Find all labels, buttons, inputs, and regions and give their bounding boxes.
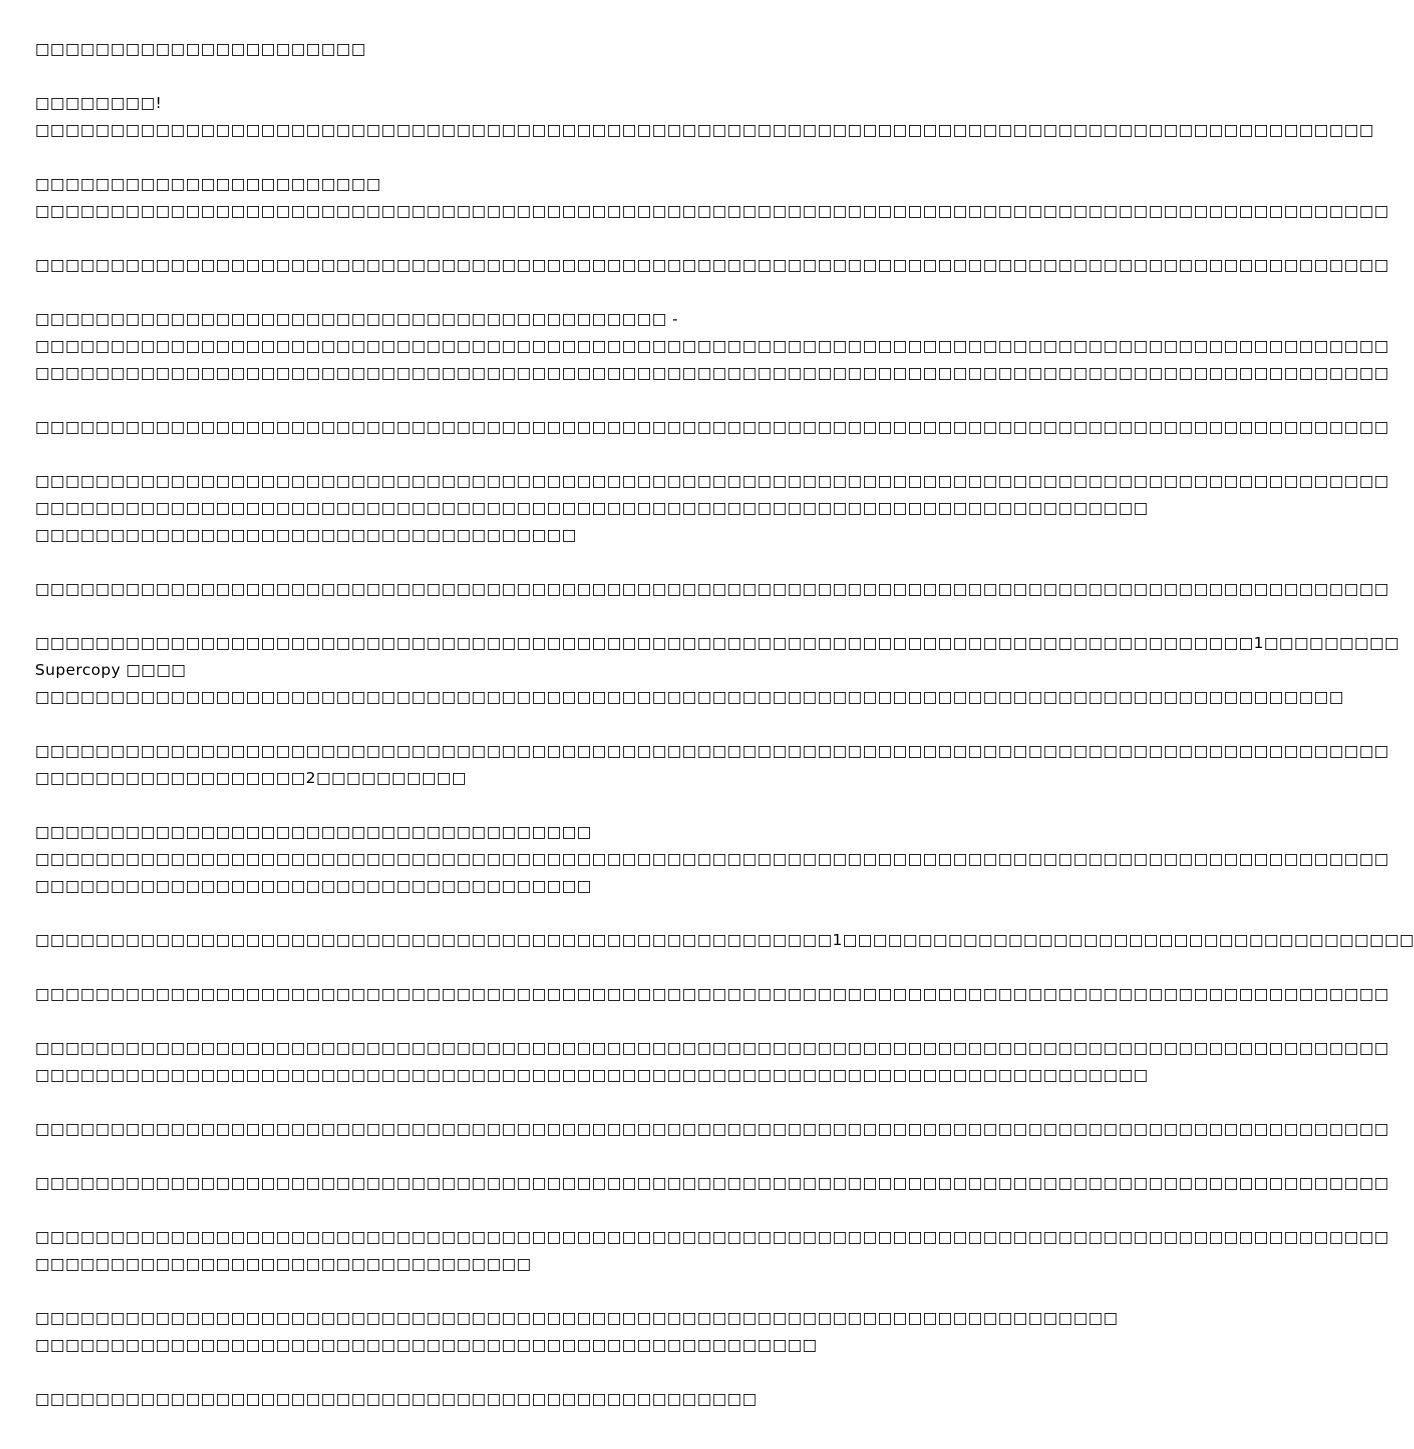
paragraph bbox=[35, 414, 1390, 441]
paragraph-line: □□□□□□□□□□□□□□□□□□□□□□□□□□□□□□□□□□□□□□□□□□□□□□□□□□□□□□□□□□□□□□□□□□□□□□□□□□ bbox=[35, 1066, 1149, 1084]
paragraph-line: □□□□□□□□□□□□□□□□□□□□□□□□□□□□□□□□□□□□□□□□□□□□□□□□□□□□□□□□□□□□□□□□□□□□□□□□□□□□□□□□□□□□□□□□□□ bbox=[35, 1228, 1390, 1246]
paragraph-line: □□□□□□□□□□□□□□□□□□□□□□□□□□□□□□□□□□□□□□□□□□□□□□□□□□□□□□□□□□□□□□□□□□□□□□□□□□ bbox=[35, 499, 1149, 517]
paragraph-line: □□□□□□□□□□□□□□□□□□□□□□□□□□□□□□□□□□□□□□□□□□□□□□□□□□□□□□□□□□□□□□□□□□□□□□□□□□□□□□□□□□□□□□□□□□ bbox=[35, 1120, 1390, 1138]
paragraph-line: Supercopy □□□□ bbox=[35, 661, 187, 679]
document-body bbox=[35, 36, 1414, 1413]
paragraph bbox=[35, 306, 1390, 387]
paragraph bbox=[35, 1170, 1390, 1197]
paragraph bbox=[35, 468, 1390, 549]
paragraph-line: □□□□□□□□□□□□□□□□□□□□□□□□□□□□□□□□□□□□□□□□□□□□□□□□□□□□□□□□□□□□□□□□□□□□□□□□□□□□□□□□□□□□□□□□□□ bbox=[35, 1039, 1390, 1057]
paragraph-line: □□□□□□□□□□□□□□□□□□□□□□□□□□□□□□□□□□□□□□□□□□□□□□□□□□□□ bbox=[35, 1336, 818, 1354]
paragraph bbox=[35, 981, 1390, 1008]
paragraph-line: □□□□□□□□□□□□□□□□□□□□□□□□□□□□□□□□□□□□□□□□□□□□□□□□ bbox=[35, 1390, 758, 1408]
paragraph bbox=[35, 1305, 1119, 1359]
paragraph bbox=[35, 1386, 989, 1413]
paragraph-line: □□□□□□□□□□□□□□□□□□□□□□□□□□□□□□□□□□□□□□□□□□ - bbox=[35, 310, 679, 328]
paragraph bbox=[35, 576, 1390, 603]
paragraph-line: □□□□□□□□□□□□□□□□□□□□□□□□□□□□□□□□□□□□□□□□□□□□□□□□□□□□□□□□□□□□□□□□□□□□□□□□□□□□□□□□□□□□□□□□□□ bbox=[35, 256, 1390, 274]
paragraph-line: □□□□□□□□□□□□□□□□□□□□□□□□□□□□□□□□□□□□□□□□□□□□□□□□□□□□□□□□□□□□□□□□□□□□□□□□□□□□□□□□□□□□□□□□□□ bbox=[35, 418, 1390, 436]
paragraph-line: □□□□□□□□□□□□□□□□□□□□□□□□□□□□□□□□□□□□□□□□□□□□□□□□□□□□□□□□□□□□□□□□□□□□□□□□□□□□□□□□□□□□□□□□□□ bbox=[35, 337, 1390, 355]
paragraph-line: □□□□□□□□□□□□□□□□□□□□□□□□□□□□□□□□□□□□□□□□□□□□□□□□□□□□□□□□□□□□□□□□□□□□□□□□□□□□□□□□□□□□□□□□□□ bbox=[35, 1174, 1390, 1192]
paragraph bbox=[35, 36, 989, 63]
paragraph-line: □□□□□□□□□□□□□□□□□□□□□□□□□□□□□□□□□□□□□□□□□□□□□□□□□□□□□□□□□□□□□□□□□□□□□□□□□□□□□□□□□□□□□□□□□□ bbox=[35, 364, 1390, 382]
paragraph-line: □□□□□□□□□□□□□□□□□□□□□□□□□□□□□□□□□□□□□□□□□□□□□□□□□□□□□1□□□□□□□□□□□□□□□□□□□□□□□□□□□□□□□□□□□□□□ bbox=[35, 931, 1414, 949]
paragraph bbox=[35, 1035, 1390, 1089]
paragraph-line: □□□□□□□□□□□□□□□□□□□□□□□□□□□□□□□□□ bbox=[35, 1255, 532, 1273]
paragraph bbox=[35, 819, 1390, 900]
paragraph-line: □□□□□□□□□□□□□□□□□□□□□□□□□□□□□□□□□□□□□□□□□□□□□□□□□□□□□□□□□□□□□□□□□□□□□□□□□□□□□□□□□□□□□□□□□□ bbox=[35, 202, 1390, 220]
paragraph-line: □□□□□□□□□□□□□□□□□□□□□□□□□□□□□□□□□□□□□□□□□□□□□□□□□□□□□□□□□□□□□□□□□□□□□□□□□□□□□□□□□□□□□□□ bbox=[35, 688, 1344, 706]
paragraph-line: □□□□□□□□□□□□□□□□□□□□□□□□□□□□□□□□□□□□□□□□□□□□□□□□□□□□□□□□□□□□□□□□□□□□□□□□□□□□□□□□□□□□□□□□□□ bbox=[35, 580, 1390, 598]
paragraph-line: □□□□□□□□□□□□□□□□□□□□□□□ bbox=[35, 175, 382, 193]
paragraph bbox=[35, 738, 1390, 792]
paragraph-line: □□□□□□□□□□□□□□□□□□□□□□□□□□□□□□□□□□□□□ bbox=[35, 823, 592, 841]
paragraph bbox=[35, 927, 1414, 954]
paragraph-line: □□□□□□□□□□□□□□□□□□□□□□□□□□□□□□□□□□□□□□□□□□□□□□□□□□□□□□□□□□□□□□□□□□□□□□□□□□□□□□□□□1□□□□□□□□□ bbox=[35, 634, 1400, 652]
paragraph-line: □□□□□□□□□□□□□□□□□□□□□□□□□□□□□□□□□□□□□□□□□□□□□□□□□□□□□□□□□□□□□□□□□□□□□□□□□□□□□□□□□□□□□□□□□□ bbox=[35, 850, 1390, 868]
paragraph-line: □□□□□□□□□□□□□□□□□□2□□□□□□□□□□ bbox=[35, 769, 467, 787]
paragraph bbox=[35, 252, 1390, 279]
paragraph bbox=[35, 90, 1374, 144]
paragraph bbox=[35, 171, 1390, 225]
paragraph-line: □□□□□□□□□□□□□□□□□□□□□□ bbox=[35, 40, 366, 58]
paragraph bbox=[35, 630, 1400, 711]
paragraph bbox=[35, 1116, 1390, 1143]
paragraph-line: □□□□□□□□□□□□□□□□□□□□□□□□□□□□□□□□□□□□□□□□□□□□□□□□□□□□□□□□□□□□□□□□□□□□□□□□□□□□□□□□□□□□□□□□□□ bbox=[35, 742, 1390, 760]
paragraph-line: □□□□□□□□□□□□□□□□□□□□□□□□□□□□□□□□□□□□□□□□□□□□□□□□□□□□□□□□□□□□□□□□□□□□□□□□□□□□□□□□□□□□□□□□□□ bbox=[35, 985, 1390, 1003]
paragraph bbox=[35, 1224, 1390, 1278]
paragraph-line: □□□□□□□□□□□□□□□□□□□□□□□□□□□□□□□□□□□□□□□□□□□□□□□□□□□□□□□□□□□□□□□□□□□□□□□□ bbox=[35, 1309, 1119, 1327]
paragraph-line: □□□□□□□□□□□□□□□□□□□□□□□□□□□□□□□□□□□□□□□□□□□□□□□□□□□□□□□□□□□□□□□□□□□□□□□□□□□□□□□□□□□□□□□□□ bbox=[35, 121, 1374, 139]
paragraph-line: □□□□□□□□! bbox=[35, 94, 162, 112]
paragraph-line: □□□□□□□□□□□□□□□□□□□□□□□□□□□□□□□□□□□□ bbox=[35, 526, 577, 544]
paragraph-line: □□□□□□□□□□□□□□□□□□□□□□□□□□□□□□□□□□□□□ bbox=[35, 877, 592, 895]
paragraph-line: □□□□□□□□□□□□□□□□□□□□□□□□□□□□□□□□□□□□□□□□□□□□□□□□□□□□□□□□□□□□□□□□□□□□□□□□□□□□□□□□□□□□□□□□□□ bbox=[35, 472, 1390, 490]
